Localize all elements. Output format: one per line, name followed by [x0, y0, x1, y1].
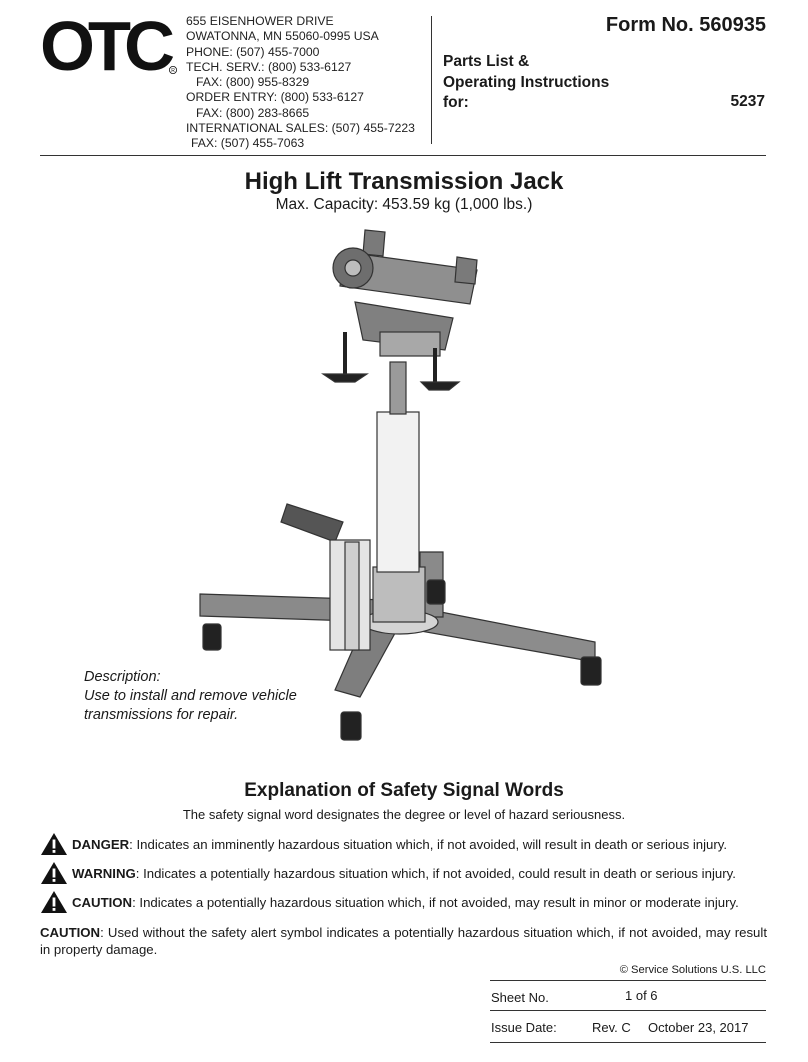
sheet-value: 1 of 6 [625, 988, 658, 1003]
logo-text: OTC [40, 12, 174, 78]
signal-word: CAUTION [72, 894, 133, 910]
page-title: High Lift Transmission Jack [244, 168, 564, 195]
max-capacity: Max. Capacity: 453.59 kg (1,000 lbs.) [275, 196, 533, 213]
address-line: FAX: (800) 955-8329 [196, 75, 310, 90]
sheet-label: Sheet No. [491, 990, 549, 1005]
issue-label: Issue Date: [491, 1020, 557, 1035]
svg-text:R: R [171, 68, 175, 74]
warning-signal [40, 861, 736, 885]
safety-intro: The safety signal word designates the degree or level of hazard seriousness. [182, 807, 626, 822]
safety-heading: Explanation of Safety Signal Words [244, 780, 564, 801]
revision: Rev. C [592, 1020, 631, 1035]
address-line: PHONE: (507) 455-7000 [186, 44, 320, 59]
warning-triangle-icon [40, 832, 68, 856]
caution-signal [40, 890, 739, 914]
signal-definition: : Indicates a potentially hazardous situation which, if not avoided, may result in minor or moderate injury. [132, 894, 739, 910]
signal-definition: : Indicates a potentially hazardous situation which, if not avoided, could result in death or serious injury. [135, 865, 736, 881]
description-line: Use to install and remove vehicle [84, 688, 297, 704]
description [84, 668, 297, 725]
header-divider [431, 16, 432, 144]
document-type-line: Operating Instructions [443, 73, 610, 91]
address-line: FAX: (800) 283-8665 [196, 105, 310, 120]
otc-logo [40, 12, 178, 78]
warning-triangle-icon [40, 861, 68, 885]
address-line: ORDER ENTRY: (800) 533-6127 [186, 90, 364, 105]
document-type-line: Parts List & [443, 53, 530, 70]
issue-date: October 23, 2017 [648, 1020, 749, 1035]
signal-definition: : Used without the safety alert symbol indicates a potentially hazardous situation which, if not avoided, may result in property damage. [40, 925, 767, 957]
address-line: OWATONNA, MN 55060-0995 USA [186, 29, 379, 44]
document-type-line: for: [443, 94, 469, 111]
description-label: Description: [84, 669, 161, 685]
signal-word: CAUTION [40, 925, 101, 940]
document-type [443, 52, 609, 114]
danger-signal [40, 832, 727, 856]
address-line: INTERNATIONAL SALES: (507) 455-7223 [186, 121, 415, 136]
form-number: Form No. 560935 [605, 14, 766, 36]
signal-word: DANGER [72, 836, 130, 852]
footer-rule [490, 1010, 766, 1011]
footer-rule [490, 1042, 766, 1043]
header-rule [40, 155, 766, 156]
model-number: 5237 [730, 93, 765, 110]
address-line: FAX: (507) 455-7063 [191, 136, 305, 151]
warning-triangle-icon [40, 890, 68, 914]
description-line: transmissions for repair. [84, 707, 239, 723]
signal-definition: : Indicates an imminently hazardous situation which, if not avoided, will result in death or serious injury. [129, 836, 728, 852]
signal-word: WARNING [72, 865, 136, 881]
address-line: TECH. SERV.: (800) 533-6127 [186, 59, 352, 74]
caution-property-damage [40, 924, 767, 958]
company-address [186, 14, 415, 152]
copyright: © Service Solutions U.S. LLC [619, 964, 766, 976]
address-line: 655 EISENHOWER DRIVE [186, 14, 334, 28]
footer-rule [490, 980, 766, 981]
